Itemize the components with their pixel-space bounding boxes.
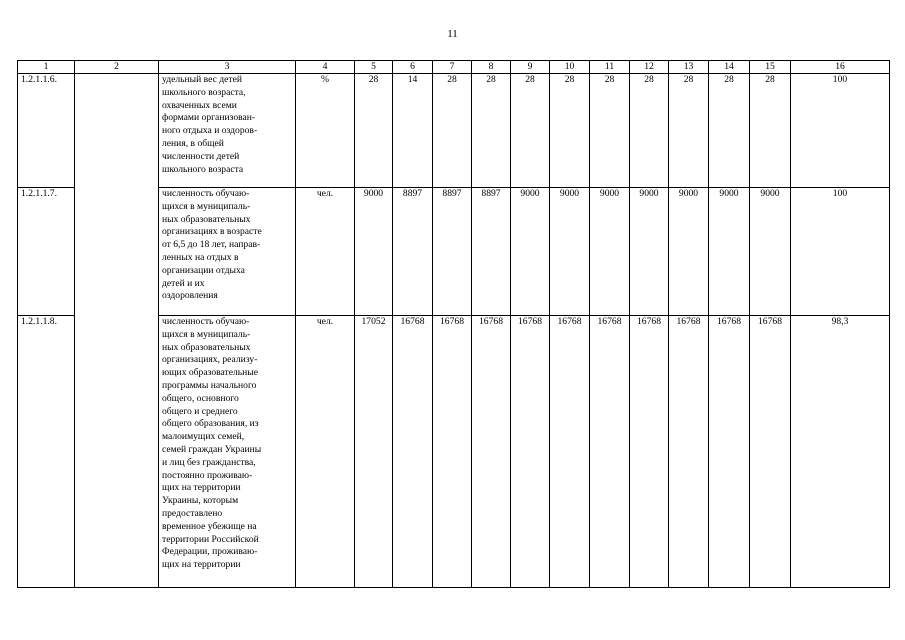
row-code: 1.2.1.1.8.: [18, 316, 75, 588]
description-line: ного отдыха и оздоров-: [162, 125, 258, 137]
column-header: 13: [669, 61, 709, 74]
target-cell: 100: [791, 188, 890, 316]
value-cell: 16768: [630, 316, 669, 588]
description-line: от 6,5 до 18 лет, направ-: [162, 239, 261, 251]
column-header: 7: [433, 61, 472, 74]
value-cell: 28: [630, 74, 669, 188]
description-line: семей граждан Украины: [162, 443, 262, 455]
value-cell: 28: [590, 74, 630, 188]
value-cell: 8897: [393, 188, 433, 316]
column-header: 14: [709, 61, 750, 74]
description-line: организациях в возрасте: [162, 226, 262, 238]
description-line: численность обучаю-: [162, 316, 250, 327]
value-cell: 16768: [511, 316, 550, 588]
description-line: щихся в муниципаль-: [162, 200, 251, 212]
description-line: организациях, реализу-: [162, 354, 258, 366]
value-cell: 9000: [355, 188, 393, 316]
description-line: постоянно проживаю-: [162, 469, 253, 481]
row-description: [159, 74, 296, 188]
page-number: 11: [447, 28, 458, 40]
row-unit: %: [296, 74, 355, 188]
value-cell: 16768: [472, 316, 511, 588]
value-cell: 9000: [630, 188, 669, 316]
description-line: Федерации, проживаю-: [162, 546, 258, 558]
description-line: и лиц без гражданства,: [162, 456, 256, 468]
value-cell: 8897: [433, 188, 472, 316]
description-line: численность обучаю-: [162, 188, 250, 199]
value-cell: 28: [750, 74, 791, 188]
value-cell: 16768: [590, 316, 630, 588]
target-cell: 98,3: [791, 316, 890, 588]
value-cell: 9000: [750, 188, 791, 316]
header-row: [18, 61, 890, 74]
column-header: 5: [355, 61, 393, 74]
column-header: 4: [296, 61, 355, 74]
description-line: щихся в муниципаль-: [162, 328, 251, 340]
value-cell: 8897: [472, 188, 511, 316]
row-code: 1.2.1.1.6.: [18, 74, 75, 188]
description-line: оздоровления: [162, 290, 218, 302]
column-header: 10: [550, 61, 590, 74]
value-cell: 28: [709, 74, 750, 188]
row-code: 1.2.1.1.7.: [18, 188, 75, 316]
column-header: 8: [472, 61, 511, 74]
value-cell: 9000: [511, 188, 550, 316]
column-2-cell: [75, 74, 159, 588]
column-header: 11: [590, 61, 630, 74]
value-cell: 17052: [355, 316, 393, 588]
description-line: ющих образовательные: [162, 367, 259, 379]
value-cell: 16768: [669, 316, 709, 588]
description-line: общего и среднего: [162, 405, 238, 417]
row-description: [159, 316, 296, 588]
value-cell: 16768: [550, 316, 590, 588]
description-line: формами организован-: [162, 112, 256, 124]
column-header: 1: [18, 61, 75, 74]
value-cell: 9000: [669, 188, 709, 316]
description-line: детей и их: [162, 277, 205, 289]
row-unit: чел.: [296, 316, 355, 588]
column-header: 16: [791, 61, 890, 74]
description-line: общего образования, из: [162, 418, 259, 430]
column-header: 3: [159, 61, 296, 74]
value-cell: 16768: [750, 316, 791, 588]
description-line: ленных на отдых в: [162, 251, 239, 263]
value-cell: 28: [472, 74, 511, 188]
target-cell: 100: [791, 74, 890, 188]
description-line: программы начального: [162, 379, 257, 391]
column-header: 15: [750, 61, 791, 74]
value-cell: 9000: [709, 188, 750, 316]
description-line: ных образовательных: [162, 341, 251, 353]
description-line: численности детей: [162, 150, 240, 162]
column-header: 2: [75, 61, 159, 74]
description-line: школьного возраста: [162, 163, 244, 175]
table-row: [18, 74, 890, 188]
description-line: территории Российской: [162, 533, 259, 545]
description-line: Украины, которым: [162, 495, 239, 507]
value-cell: 16768: [393, 316, 433, 588]
value-cell: 14: [393, 74, 433, 188]
description-line: ления, в общей: [162, 137, 224, 149]
value-cell: 9000: [550, 188, 590, 316]
value-cell: 9000: [590, 188, 630, 316]
description-line: малоимущих семей,: [162, 431, 245, 443]
description-line: временное убежище на: [162, 520, 257, 532]
row-unit: чел.: [296, 188, 355, 316]
row-description: [159, 188, 296, 316]
value-cell: 28: [355, 74, 393, 188]
description-line: предоставлено: [162, 507, 223, 519]
description-line: школьного возраста,: [162, 86, 246, 98]
description-line: общего, основного: [162, 392, 239, 404]
value-cell: 16768: [709, 316, 750, 588]
value-cell: 28: [550, 74, 590, 188]
description-line: щих на территории: [162, 559, 241, 571]
description-line: удельный вес детей: [162, 74, 242, 85]
description-line: организации отдыха: [162, 264, 245, 276]
description-line: щих на территории: [162, 482, 241, 494]
value-cell: 28: [511, 74, 550, 188]
value-cell: 16768: [433, 316, 472, 588]
description-line: ных образовательных: [162, 213, 251, 225]
value-cell: 28: [669, 74, 709, 188]
column-header: 12: [630, 61, 669, 74]
value-cell: 28: [433, 74, 472, 188]
column-header: 9: [511, 61, 550, 74]
description-line: охваченных всеми: [162, 99, 237, 111]
indicator-table: [17, 60, 890, 588]
column-header: 6: [393, 61, 433, 74]
